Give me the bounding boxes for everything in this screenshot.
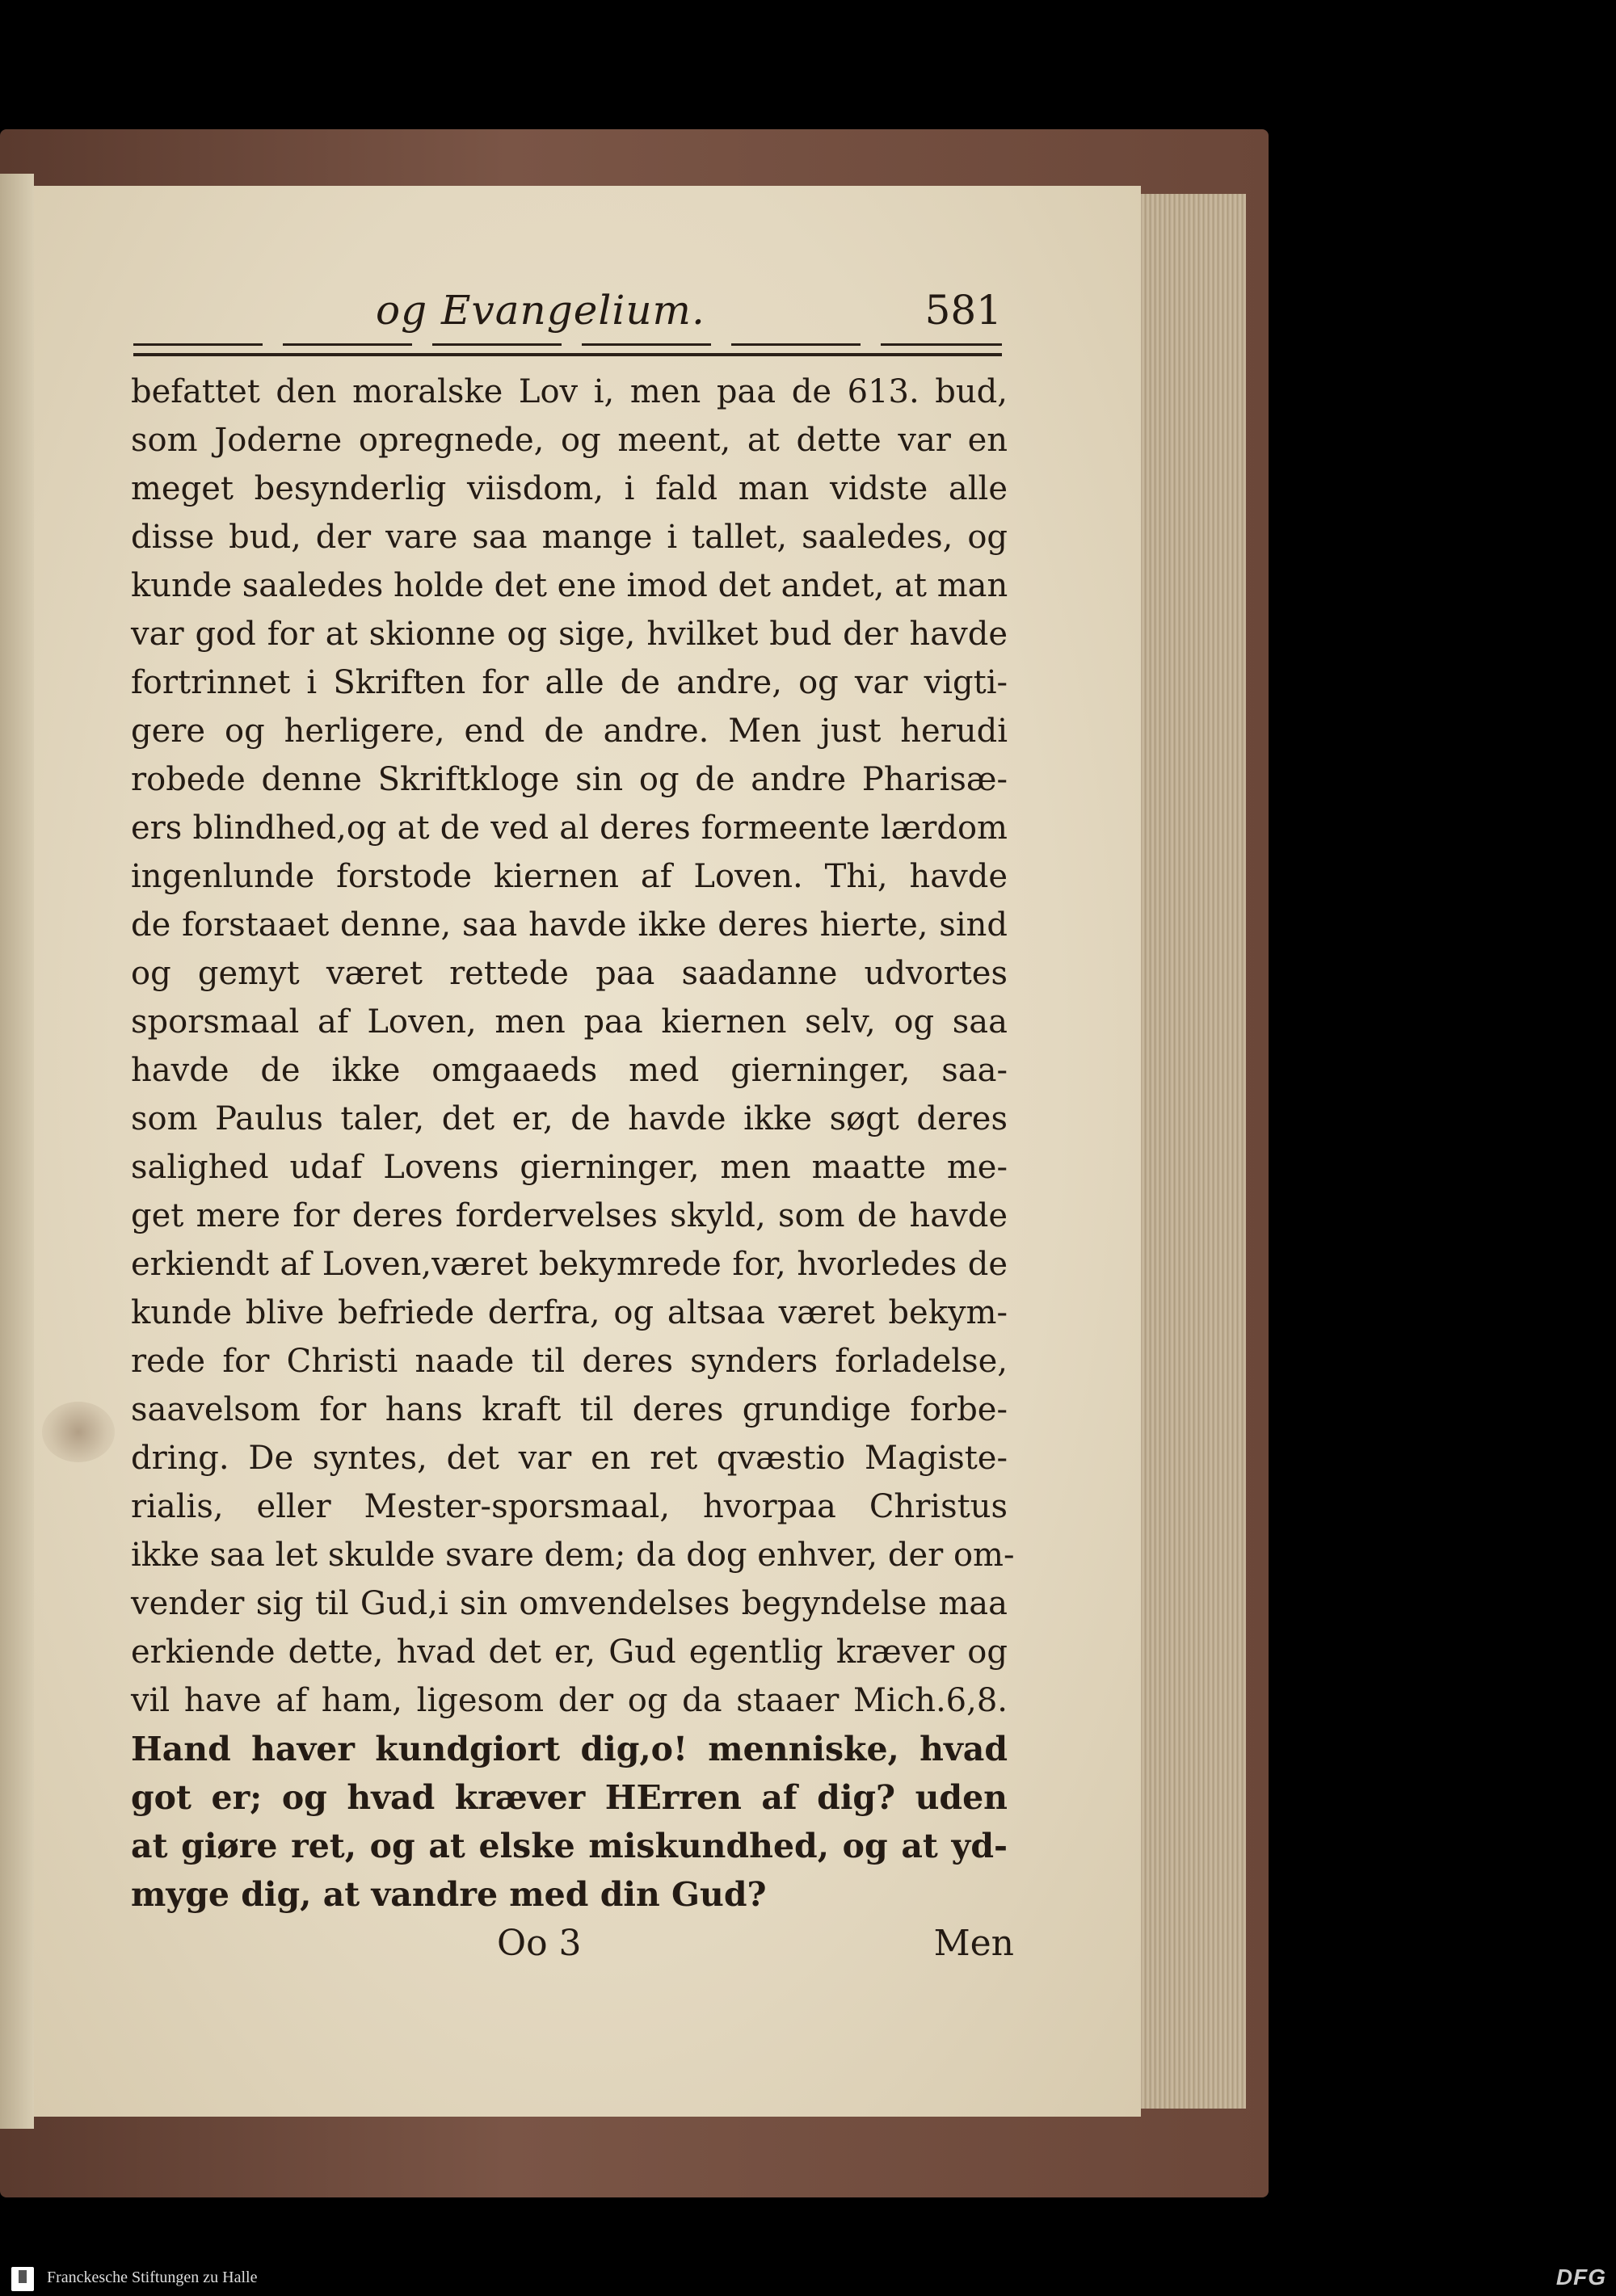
running-head <box>133 287 1002 360</box>
running-head-title: og Evangelium. <box>376 287 705 334</box>
body-text <box>131 368 1015 1919</box>
text-line: erkiendt af Loven,været bekymrede for, hvorledes de <box>131 1246 1008 1283</box>
scripture-quote-line: Hand haver kundgiort dig,o! menniske, hvad <box>131 1730 1008 1768</box>
text-line: fortrinnet i Skriften for alle de andre, og var vigti- <box>131 664 1008 701</box>
text-line: robede denne Skriftkloge sin og de andre Pharisæ- <box>131 761 1008 798</box>
text-line: get mere for deres fordervelses skyld, som de havde <box>131 1197 1008 1234</box>
text-line: som Paulus taler, det er, de havde ikke søgt deres <box>131 1100 1008 1137</box>
text-line: ers blindhed,og at de ved al deres formeente lærdom <box>131 809 1008 847</box>
text-line: rede for Christi naade til deres synders forladelse, <box>131 1343 1008 1380</box>
text-line: og gemyt været rettede paa saadanne udvortes <box>131 955 1008 992</box>
catchword: Men <box>933 1923 1014 1964</box>
text-line: de forstaaet denne, saa havde ikke deres hierte, sind <box>131 906 1008 944</box>
text-line: vil have af ham, ligesom der og da staaer Mich.6,8. <box>131 1682 1008 1719</box>
head-rule <box>133 353 1002 356</box>
scripture-quote-line: got er; og hvad kræver HErren af dig? uden <box>131 1778 1008 1817</box>
text-line: kunde blive befriede derfra, og altsaa været bekym- <box>131 1294 1008 1331</box>
paper-stain <box>42 1402 115 1462</box>
institution-name: Franckesche Stiftungen zu Halle <box>47 2269 258 2286</box>
page-number: 581 <box>924 287 1002 334</box>
text-line: salighed udaf Lovens gierninger, men maatte me- <box>131 1149 1008 1186</box>
text-line: befattet den moralske Lov i, men paa de 613. bud, <box>131 373 1008 410</box>
text-line: var god for at skionne og sige, hvilket bud der havde <box>131 616 1008 653</box>
text-line: ikke saa let skulde svare dem; da dog enhver, der om- <box>131 1537 1015 1574</box>
text-line: sporsmaal af Loven, men paa kiernen selv, og saa <box>131 1003 1008 1041</box>
text-line: dring. De syntes, det var en ret qvæstio Magiste- <box>131 1440 1008 1477</box>
scripture-quote-line: at giøre ret, og at elske miskundhed, og at yd- <box>131 1827 1008 1865</box>
text-line: gere og herligere, end de andre. Men just herudi <box>131 713 1008 750</box>
text-line: rialis, eller Mester-sporsmaal, hvorpaa Christus <box>131 1488 1008 1525</box>
scripture-quote-line: myge dig, at vandre med din Gud? <box>131 1875 767 1914</box>
text-line: disse bud, der vare saa mange i tallet, saaledes, og <box>131 519 1008 556</box>
text-line: kunde saaledes holde det ene imod det andet, at man <box>131 567 1008 604</box>
text-line: meget besynderlig viisdom, i fald man vidste alle <box>131 470 1008 507</box>
text-line: saavelsom for hans kraft til deres grundige forbe- <box>131 1391 1008 1428</box>
text-line: vender sig til Gud,i sin omvendelses begyndelse maa <box>131 1585 1008 1622</box>
text-line: havde de ikke omgaaeds med gierninger, saa- <box>131 1052 1008 1089</box>
institution-logo-icon <box>11 2267 34 2291</box>
head-rule-segments <box>133 343 1002 346</box>
text-line: som Joderne opregnede, og meent, at dette var en <box>131 422 1008 459</box>
page-footer <box>497 1923 1014 1971</box>
left-page-edge <box>0 174 34 2129</box>
text-line: erkiende dette, hvad det er, Gud egentlig kræver og <box>131 1634 1008 1671</box>
page-edges <box>1141 194 1246 2109</box>
signature-mark: Oo 3 <box>497 1923 582 1964</box>
text-line: ingenlunde forstode kiernen af Loven. Thi, havde <box>131 858 1008 895</box>
dfg-logo: DFG <box>1555 2264 1606 2290</box>
